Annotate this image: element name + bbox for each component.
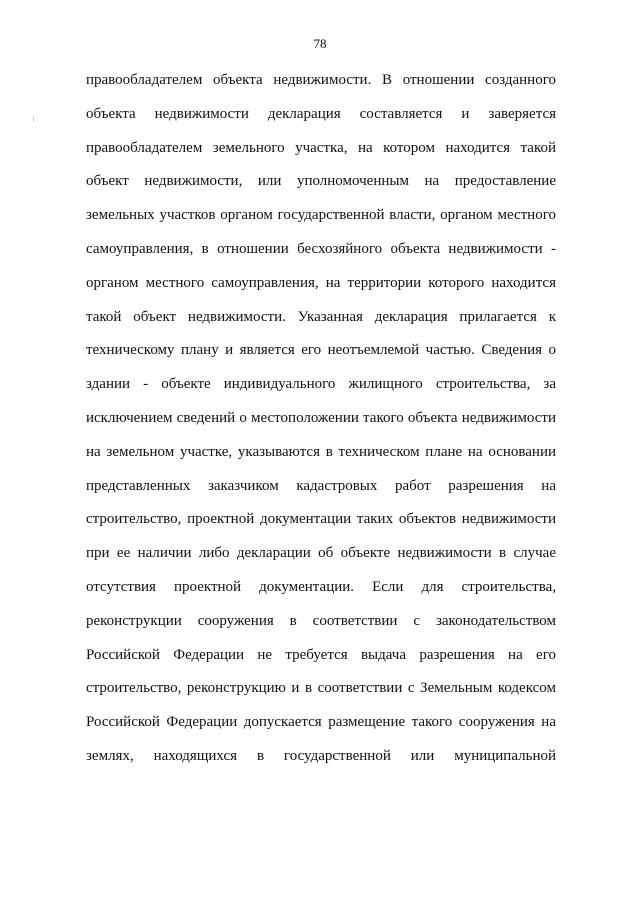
text-line: правообладателем земельного участка, на котором находится такой [86, 139, 556, 156]
text-line: земельных участков органом государственной власти, органом местного [86, 207, 556, 224]
scan-artifact-mark [33, 117, 34, 122]
text-line: объект недвижимости, или уполномоченным на предоставление [86, 173, 556, 190]
text-line: строительство, проектной документации таких объектов недвижимости [86, 511, 556, 528]
text-line: Российской Федерации не требуется выдача разрешения на его [86, 646, 556, 663]
document-body [86, 64, 556, 774]
text-line: правообладателем объекта недвижимости. В отношении созданного [86, 72, 556, 88]
text-line: Российской Федерации допускается размещение такого сооружения на [86, 714, 556, 731]
text-line: здании - объекте индивидуального жилищного строительства, за [86, 376, 556, 393]
text-line: техническому плану и является его неотъемлемой частью. Сведения о [86, 342, 556, 359]
text-line: строительство, реконструкцию и в соответствии с Земельным кодексом [86, 680, 556, 697]
text-line: на земельном участке, указываются в техническом плане на основании [86, 443, 556, 460]
text-line: представленных заказчиком кадастровых работ разрешения на [86, 477, 556, 494]
text-line: органом местного самоуправления, на территории которого находится [86, 274, 556, 291]
text-line: отсутствия проектной документации. Если для строительства, [86, 578, 556, 595]
text-line: землях, находящихся в государственной или муниципальной [86, 747, 556, 764]
text-line: при ее наличии либо декларации об объекте недвижимости в случае [86, 545, 556, 562]
page-number: 78 [313, 36, 327, 51]
text-line: самоуправления, в отношении бесхозяйного объекта недвижимости - [86, 240, 556, 257]
text-line: реконструкции сооружения в соответствии с законодательством [86, 612, 556, 629]
text-line: объекта недвижимости декларация составляется и заверяется [86, 105, 556, 122]
text-line: исключением сведений о местоположении такого объекта недвижимости [86, 409, 556, 426]
text-line: такой объект недвижимости. Указанная декларация прилагается к [86, 308, 556, 325]
